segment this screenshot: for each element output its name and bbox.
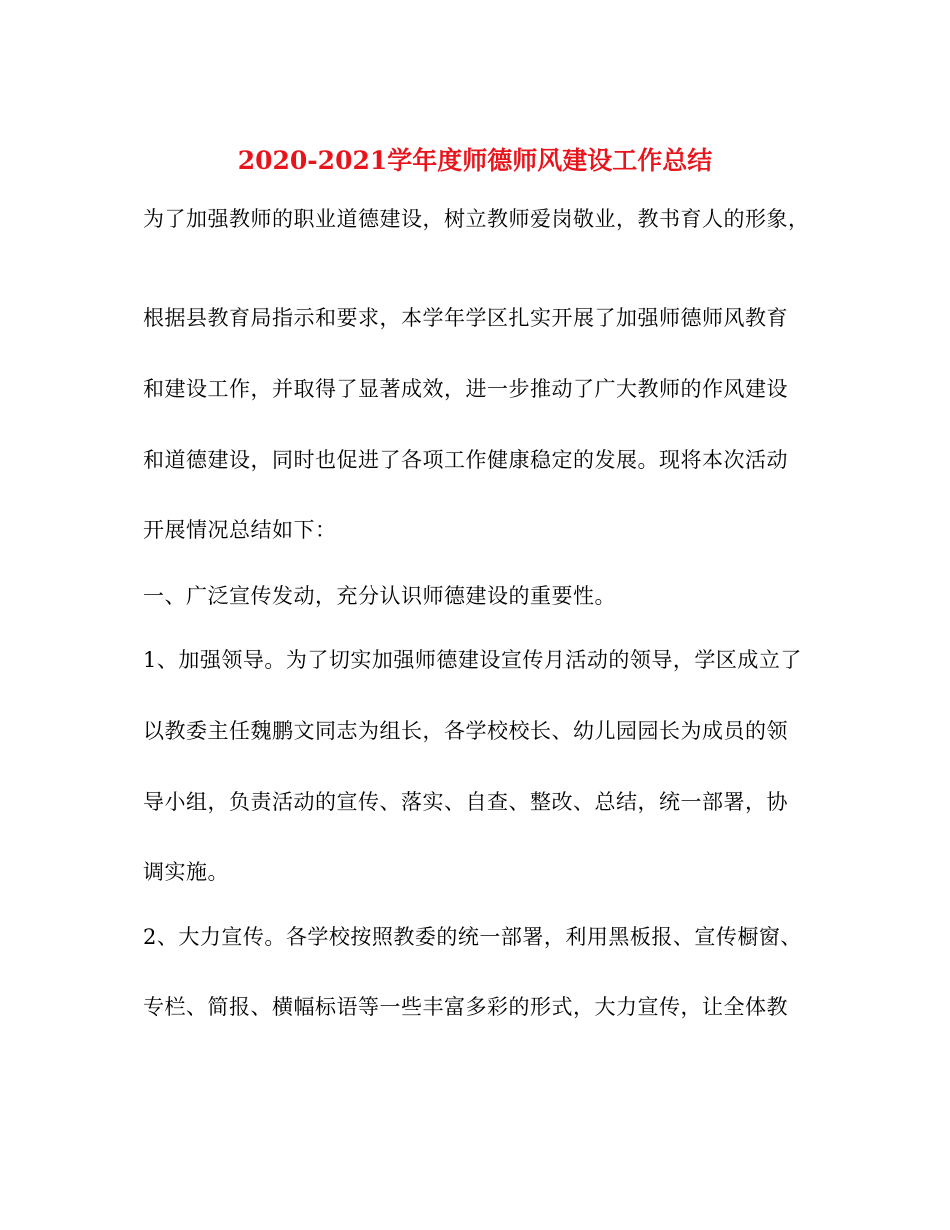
body-text-line: 为了加强教师的职业道德建设，树立教师爱岗敬业，教书育人的形象， [143, 207, 810, 231]
section-heading: 一、广泛宣传发动，充分认识师德建设的重要性。 [143, 584, 616, 608]
body-text-line: 1、加强领导。为了切实加强师德建设宣传月活动的领导，学区成立了 [143, 648, 802, 672]
body-text-line: 根据县教育局指示和要求，本学年学区扎实开展了加强师德师风教育 [143, 306, 788, 330]
body-text-line: 和建设工作，并取得了显著成效，进一步推动了广大教师的作风建设 [143, 377, 788, 401]
body-text-line: 以教委主任魏鹏文同志为组长，各学校校长、幼儿园园长为成员的领 [143, 719, 788, 743]
body-text-line: 开展情况总结如下： [143, 518, 337, 542]
body-text-line: 调实施。 [143, 860, 229, 884]
body-text-line: 专栏、简报、横幅标语等一些丰富多彩的形式，大力宣传，让全体教 [143, 995, 788, 1019]
body-text-line: 导小组，负责活动的宣传、落实、自查、整改、总结，统一部署，协 [143, 790, 788, 814]
document-title: 2020-2021学年度师德师风建设工作总结 [237, 146, 713, 175]
body-text-line: 2、大力宣传。各学校按照教委的统一部署，利用黑板报、宣传橱窗、 [143, 925, 802, 949]
body-text-line: 和道德建设，同时也促进了各项工作健康稳定的发展。现将本次活动 [143, 448, 788, 472]
